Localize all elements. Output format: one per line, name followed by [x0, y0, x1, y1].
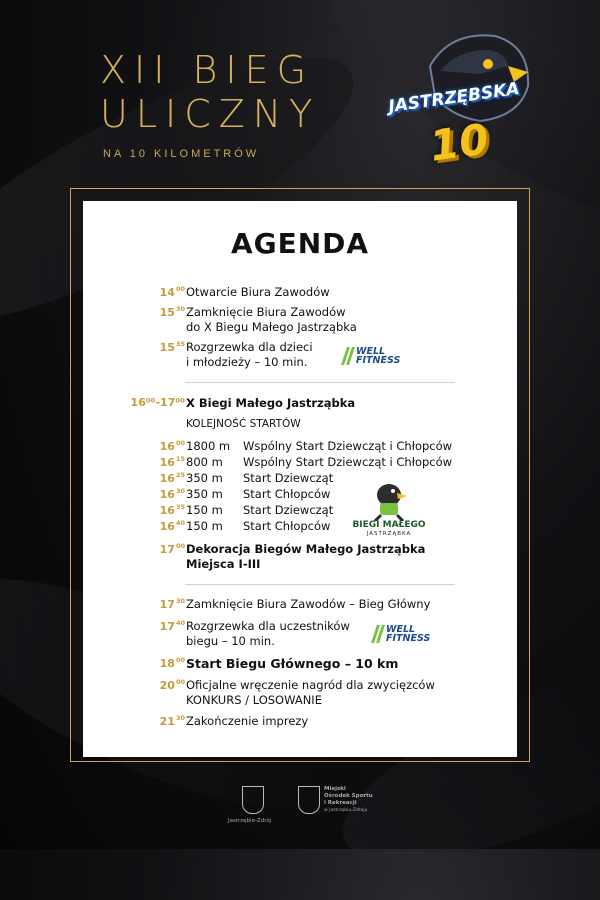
agenda-desc: Rozgrzewka dla uczestników biegu – 10 min. [186, 619, 350, 648]
start-race: Start Chłopców [243, 519, 331, 533]
mosir-crest-icon [298, 786, 320, 814]
agenda-time: $21^{30}$ [159, 714, 185, 728]
agenda-desc: Otwarcie Biura Zawodów [186, 285, 330, 299]
agenda-desc: X Biegi Małego Jastrząbka [186, 396, 356, 410]
city-crest-icon [242, 786, 264, 814]
agenda-desc: Oficjalne wręczenie nagród dla zwycięzców KONKURS / LOSOWANIE [186, 678, 435, 707]
logo-text-jastrzebska: JASTRZĘBSKA [387, 78, 521, 118]
agenda-time: $15^{35}$ [159, 340, 185, 354]
agenda-time: $17^{00}$ [159, 542, 185, 556]
agenda-time: $17^{30}$ [159, 597, 185, 611]
start-race: Start Dziewcząt [243, 503, 334, 517]
agenda-title: AGENDA [230, 227, 370, 260]
well-fitness-logo: WELL FITNESS [372, 623, 444, 645]
start-race: Wspólny Start Dziewcząt i Chłopców [243, 439, 453, 453]
start-distance: 150 m [186, 503, 223, 517]
start-distance: 800 m [186, 455, 223, 469]
start-race: Start Chłopców [243, 487, 331, 501]
footer-city: Jastrzębie-Zdrój [228, 818, 272, 824]
section-divider [185, 584, 455, 585]
agenda-desc: Zakończenie imprezy [186, 714, 309, 728]
agenda-desc: Zamknięcie Biura Zawodów do X Biegu Małego Jastrząbka [186, 305, 357, 334]
biegi-malego-jastrzabka-logo: BIEGI MAŁEGO JASTRZĄBKA [351, 479, 427, 545]
running-hawk-mascot-icon [351, 479, 427, 521]
agenda-time: 16⁰⁰-17⁰⁰ [130, 396, 185, 409]
agenda-time: $18^{00}$ [159, 656, 185, 670]
agenda-card: AGENDA $14^{00}$ Otwarcie Biura Zawodów $15^{30}$ Zamknięcie Biura Zawodów do X Biegu Małego Jastrząbka $15^{35}$ Rozgrzewka dla dzieci i młodzieży – 10 min. WELL FITNESS 16⁰⁰-17⁰⁰ X Biegi Małego Jastrząbka KOLEJNOŚĆ STARTÓW $16^{00}$ 1800 m Wspólny Start Dziewcząt i Chłopców $16^{15}$ 800 m Wspólny Start Dziewcząt i Chłopców $16^{25}$ 350 m Start Dziewcząt $16^{30}$ 350 m Start Chłopców $16^{35}$ 150 m Start Dziewcząt $16^{40}$ 150 m Start Chłopców BIEGI MAŁEGO JASTRZĄBKA $17^{00}$ Dekoracja Biegów Małego Jastrząbka Miejsca I-III $17^{30}$ Zamknięcie Biura Zawodów – Bieg Główny $17^{40}$ Rozgrzewka dla uczestników biegu – 10 min. WELL FITNESS $18^{00}$ Start Biegu Głównego – 10 km $20^{00}$ Oficjalne wręczenie nagród dla zwycięzców KONKURS / LOSOWANIE $21^{30}$ Zakończenie imprezy [83, 201, 517, 757]
start-race: Wspólny Start Dziewcząt i Chłopców [243, 455, 453, 469]
event-subtitle: NA 10 KILOMETRÓW [103, 148, 260, 160]
agenda-desc: Rozgrzewka dla dzieci i młodzieży – 10 min. [186, 340, 313, 369]
event-title-line1: XII BIEG [100, 48, 315, 92]
section-divider [185, 382, 455, 383]
logo-text-10: 10 [426, 114, 492, 171]
agenda-desc: Dekoracja Biegów Małego Jastrząbka Miejsca I-III [186, 542, 426, 571]
start-distance: 350 m [186, 471, 223, 485]
agenda-desc: Start Biegu Głównego – 10 km [186, 656, 399, 671]
start-distance: 350 m [186, 487, 223, 501]
start-distance: 1800 m [186, 439, 231, 453]
agenda-time: $15^{30}$ [159, 305, 185, 319]
start-race: Start Dziewcząt [243, 471, 334, 485]
footer-mosir: Miejski Ośrodek Sportu i Rekreacji w Jastrzębiu-Zdroju [324, 786, 373, 813]
start-distance: 150 m [186, 519, 223, 533]
agenda-time: $14^{00}$ [159, 285, 185, 299]
well-fitness-bars-icon [342, 347, 356, 365]
well-fitness-logo: WELL FITNESS [342, 345, 414, 367]
event-title-line2: ULICZNY [100, 92, 321, 136]
agenda-time: $20^{00}$ [159, 678, 185, 692]
agenda-desc: Zamknięcie Biura Zawodów – Bieg Główny [186, 597, 431, 611]
agenda-time: $17^{40}$ [159, 619, 185, 633]
well-fitness-bars-icon [372, 625, 386, 643]
